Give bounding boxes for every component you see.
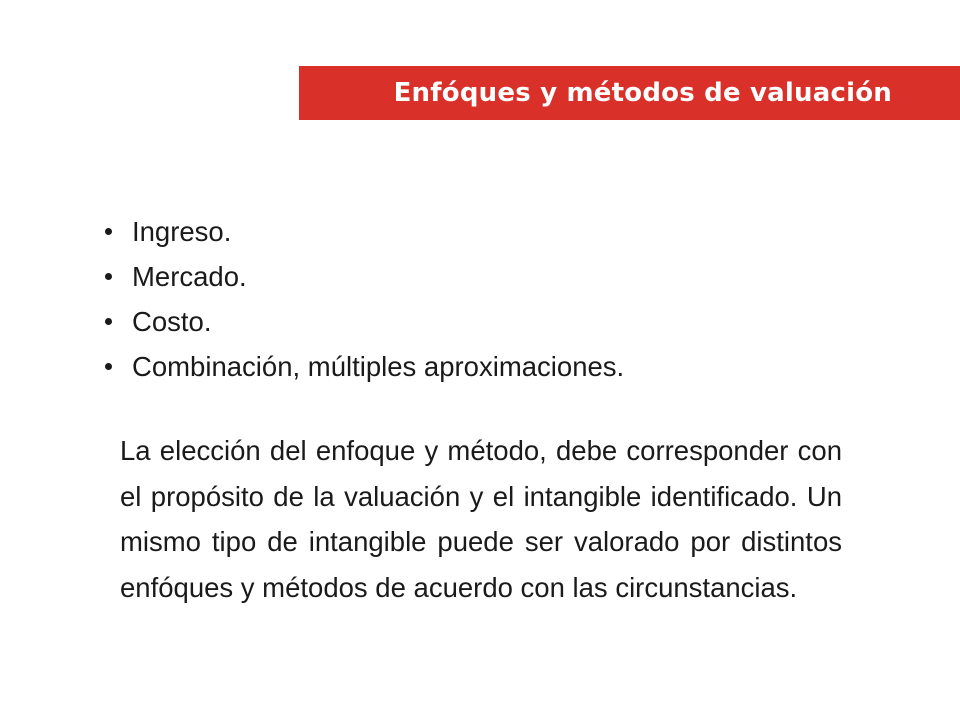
- bullet-dot-icon: [105, 318, 112, 325]
- bullet-dot-icon: [105, 273, 112, 280]
- bullet-list: [104, 209, 904, 389]
- body-paragraph: La elección del enfoque y método, debe corresponder con el propósito de la valuación y el intangible identificado. Un mismo tipo de intangible puede ser valorado por distintos enfóques y métodos de acuerdo con las circunstancias.: [120, 435, 842, 603]
- slide-title: Enfóques y métodos de valuación: [393, 78, 892, 108]
- title-bar: [299, 66, 960, 120]
- bullet-item-ingreso: [104, 209, 904, 254]
- bullet-dot-icon: [105, 228, 112, 235]
- bullet-text: Ingreso.: [132, 216, 232, 247]
- bullet-item-costo: [104, 299, 904, 344]
- bullet-text: Costo.: [132, 306, 212, 337]
- bullet-item-combinacion: [104, 344, 904, 389]
- bullet-text: Combinación, múltiples aproximaciones.: [132, 351, 625, 382]
- bullet-dot-icon: [105, 363, 112, 370]
- bullet-text: Mercado.: [132, 261, 247, 292]
- bullet-item-mercado: [104, 254, 904, 299]
